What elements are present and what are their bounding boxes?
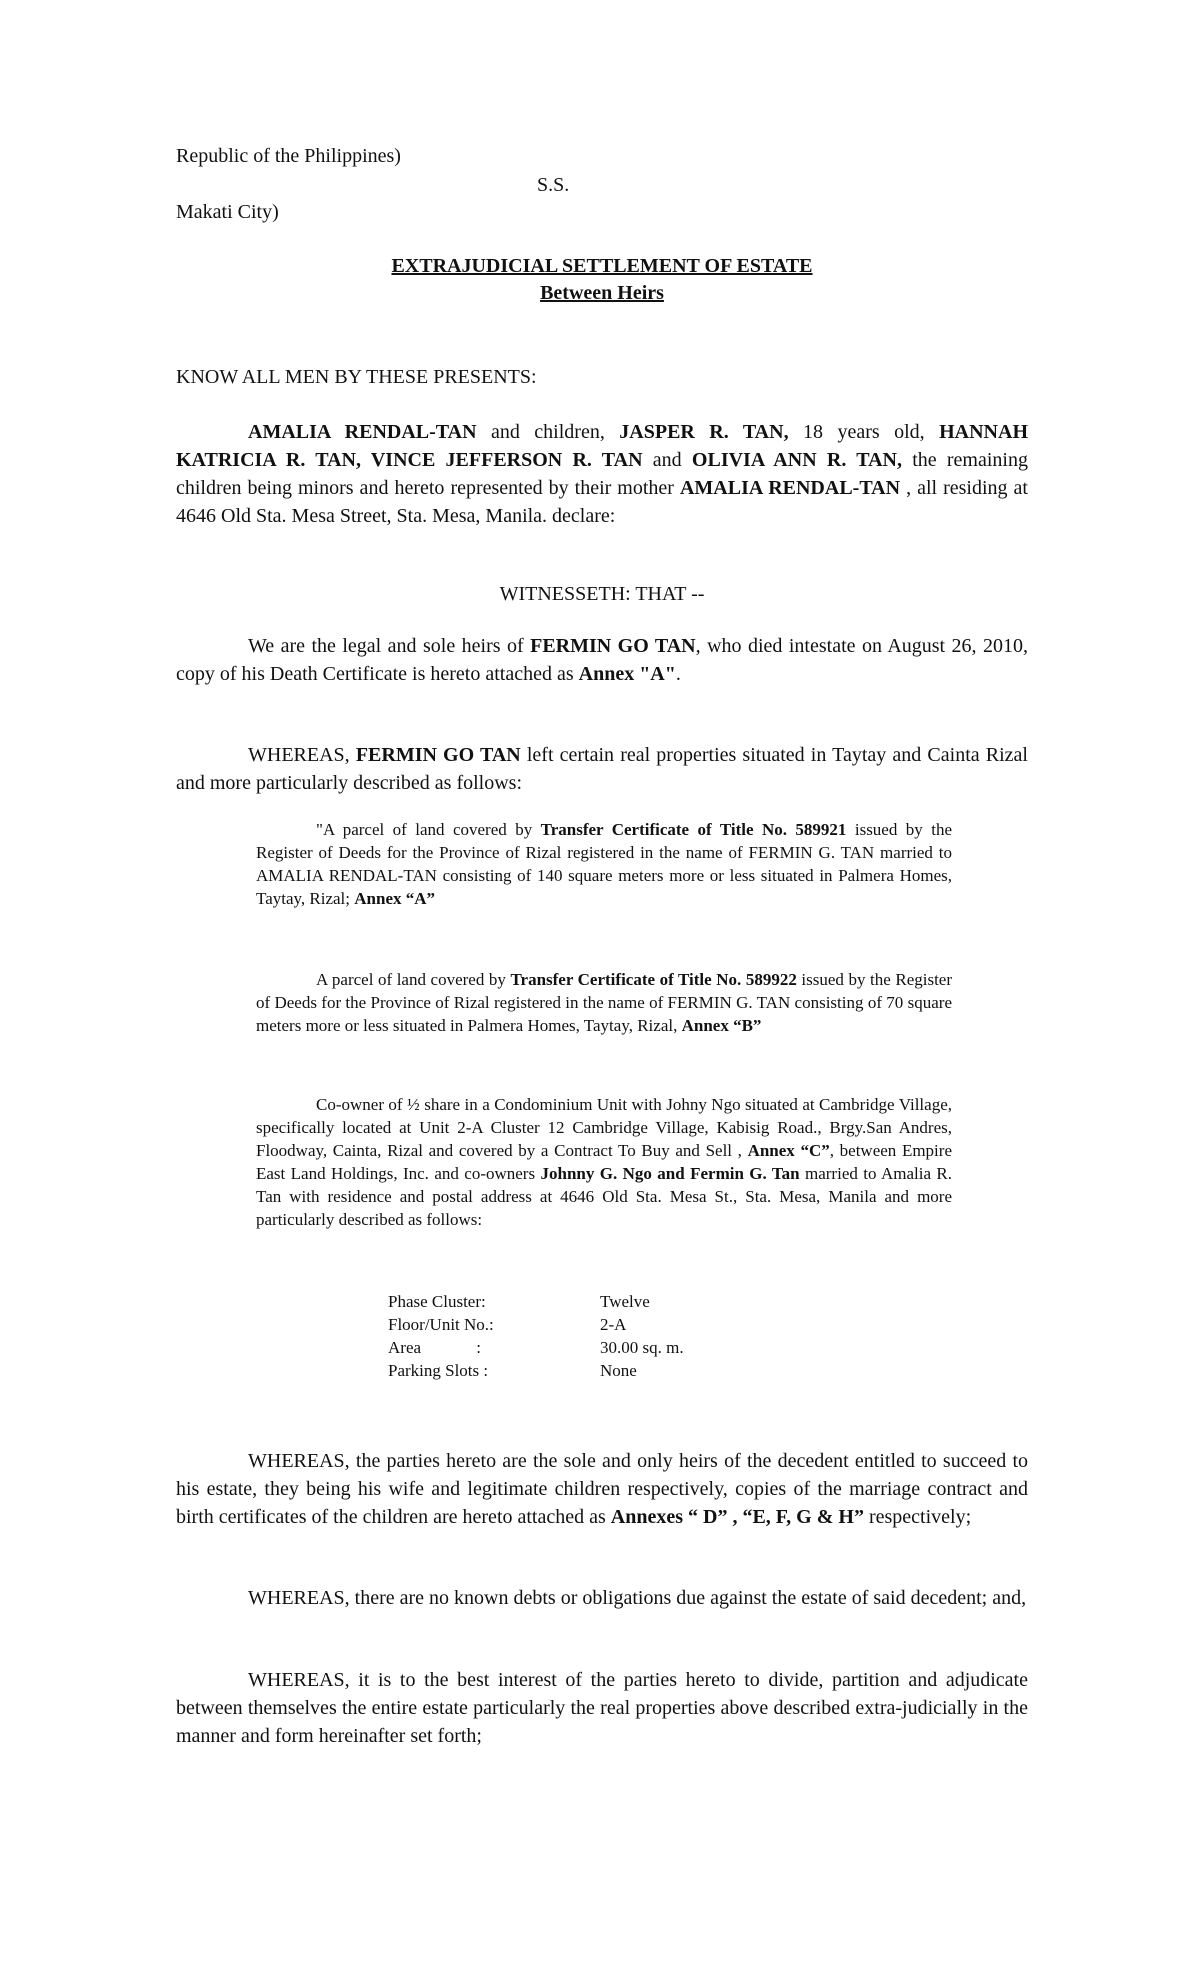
whereas-partition-paragraph: WHEREAS, it is to the best interest of the parties hereto to divide, partition and adjudicate between themselves the entire estate particularly the real properties above described extra-judicially in the manner and form hereinafter set forth; xyxy=(176,1669,1028,1747)
whereas-debts-paragraph: WHEREAS, there are no known debts or obligations due against the estate of said decedent; and, xyxy=(248,1587,1027,1609)
parties-paragraph: AMALIA RENDAL-TAN and children, JASPER R. TAN, 18 years old, HANNAH KATRICIA R. TAN, VINCE JEFFERSON R. TAN and OLIVIA ANN R. TAN, the remaining children being minors and hereto represented by their mother AMALIA RENDAL-TAN , all residing at 4646 Old Sta. Mesa Street, Sta. Mesa, Manila. declare: xyxy=(176,421,1028,527)
venue-city: Makati City) xyxy=(176,201,279,223)
spec-label: Floor/Unit No.: xyxy=(388,1315,494,1334)
unit-specs-table xyxy=(388,1292,684,1384)
know-all-men: KNOW ALL MEN BY THESE PRESENTS: xyxy=(176,366,537,388)
venue-country: Republic of the Philippines) xyxy=(176,145,401,167)
spec-value: None xyxy=(600,1361,637,1380)
unit-spec-row xyxy=(388,1292,684,1315)
property-tct-589921: "A parcel of land covered by Transfer Certificate of Title No. 589921 issued by the Register of Deeds for the Province of Rizal registered in the name of FERMIN G. TAN married to AMALIA RENDAL-TAN consisting of 140 square meters more or less situated in Palmera Homes, Taytay, Rizal; Annex “A” xyxy=(256,820,952,908)
heirs-paragraph: We are the legal and sole heirs of FERMIN GO TAN, who died intestate on August 26, 2010, copy of his Death Certificate is hereto attached as Annex "A". xyxy=(176,635,1029,685)
unit-spec-row xyxy=(388,1338,684,1361)
whereas-heirs-paragraph: WHEREAS, the parties hereto are the sole and only heirs of the decedent entitled to succeed to his estate, they being his wife and legitimate children respectively, copies of the marriage contract and birth certificates of the children are hereto attached as Annexes “ D” , “E, F, G & H” respectively; xyxy=(176,1450,1028,1528)
spec-value: Twelve xyxy=(600,1292,650,1311)
spec-label: Parking Slots : xyxy=(388,1361,489,1380)
document-title xyxy=(176,252,1028,280)
venue-ss: S.S. xyxy=(537,174,570,196)
witnesseth-heading: WITNESSETH: THAT -- xyxy=(499,583,705,605)
spec-value: 30.00 sq. m. xyxy=(600,1338,684,1357)
document-subtitle xyxy=(176,279,1028,307)
property-tct-589922: A parcel of land covered by Transfer Certificate of Title No. 589922 issued by the Register of Deeds for the Province of Rizal registered in the name of FERMIN G. TAN consisting of 70 square meters more or less situated in Palmera Homes, Taytay, Rizal, Annex “B” xyxy=(256,970,953,1035)
spec-value: 2-A xyxy=(600,1315,627,1334)
spec-label: Phase Cluster: xyxy=(388,1292,486,1311)
unit-spec-row xyxy=(388,1315,684,1338)
property-condominium-unit: Co-owner of ½ share in a Condominium Unit with Johny Ngo situated at Cambridge Village, specifically located at Unit 2-A Cluster 12 Cambridge Village, Kabisig Road., Brgy.San Andres, Floodway, Cainta, Rizal and covered by a Contract To Buy and Sell , Annex “C”, between Empire East Land Holdings, Inc. and co-owners Johnny G. Ngo and Fermin G. Tan married to Amalia R. Tan with residence and postal address at 4646 Old Sta. Mesa St., Sta. Mesa, Manila and more particularly described as follows: xyxy=(256,1095,952,1229)
spec-label: Area : xyxy=(388,1338,482,1357)
title-main: EXTRAJUDICIAL SETTLEMENT OF ESTATE xyxy=(391,255,813,277)
title-sub: Between Heirs xyxy=(540,282,664,304)
whereas-properties-paragraph: WHEREAS, FERMIN GO TAN left certain real properties situated in Taytay and Cainta Rizal and more particularly described as follows: xyxy=(176,744,1028,794)
unit-spec-row xyxy=(388,1361,684,1384)
